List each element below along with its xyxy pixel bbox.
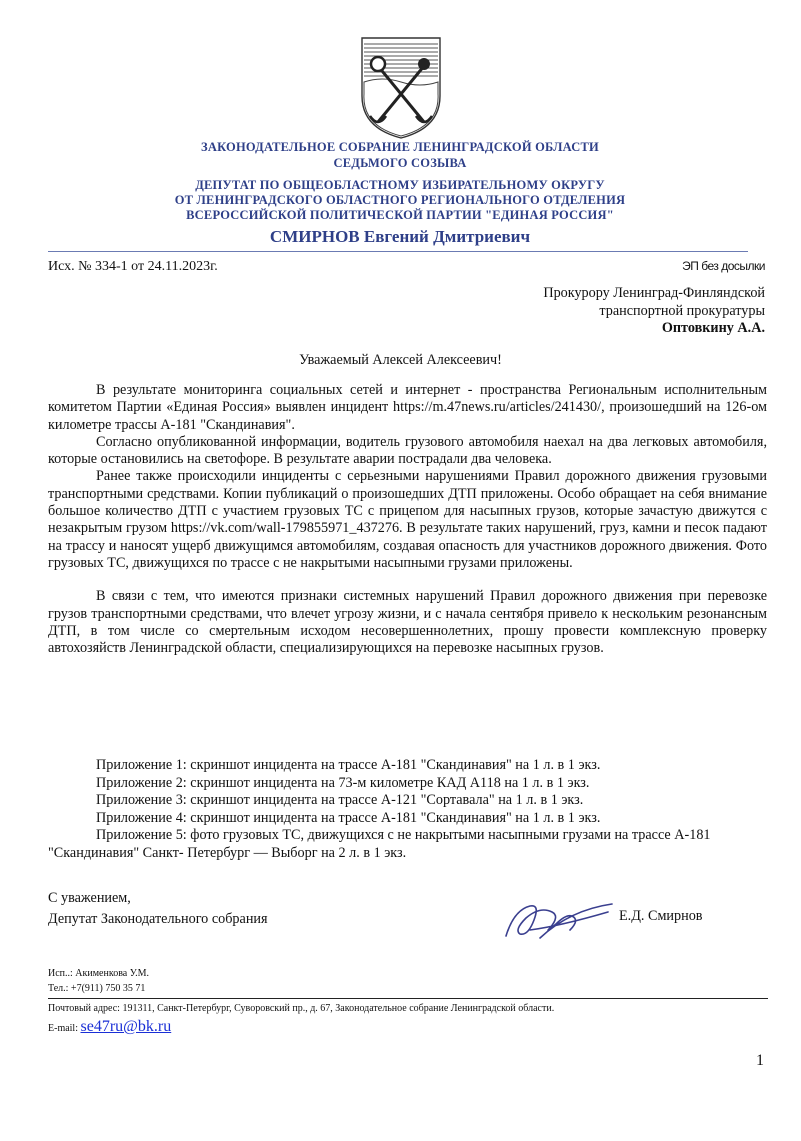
coat-of-arms-icon <box>360 36 442 140</box>
email-label: E-mail: <box>48 1023 78 1034</box>
executor-phone: Тел.: +7(911) 750 35 71 <box>48 983 146 994</box>
header-party: ВСЕРОССИЙСКОЙ ПОЛИТИЧЕСКОЙ ПАРТИИ "ЕДИНАЯ РОССИЯ" <box>186 208 614 222</box>
closing-block <box>48 888 268 930</box>
header-regional-branch: ОТ ЛЕНИНГРАДСКОГО ОБЛАСТНОГО РЕГИОНАЛЬНОГО ОТДЕЛЕНИЯ <box>174 193 626 207</box>
header-convocation: СЕДЬМОГО СОЗЫВА <box>333 156 467 170</box>
email-line <box>48 1018 171 1036</box>
postal-address-value: 191311, Санкт-Петербург, Суворовский пр., д. 67, Законодательное собрание Ленинградской области. <box>122 1003 555 1014</box>
attachments-list <box>48 757 767 862</box>
attachment-item: Приложение 4: скриншот инцидента на трассе А-181 "Скандинавия" на 1 л. в 1 экз. <box>96 809 601 826</box>
header-deputy-name: СМИРНОВ Евгений Дмитриевич <box>269 227 531 246</box>
addressee-line: транспортной прокуратуры <box>599 302 765 319</box>
attachment-item: Приложение 5: фото грузовых ТС, движущихся с не накрытыми насыпными грузами на трассе А-181 "Скандинавия" Санкт- Петербург — Выборг на 2 л. в 1 экз. <box>48 827 711 861</box>
closing-regards: С уважением, <box>48 890 131 906</box>
no-forward-mark: ЭП без досылки <box>682 259 765 273</box>
outgoing-number: Исх. № 334-1 от 24.11.2023г. <box>48 259 218 274</box>
greeting: Уважаемый Алексей Алексеевич! <box>299 352 502 368</box>
postal-address-label: Почтовый адрес: <box>48 1003 120 1014</box>
header-deputy-district: ДЕПУТАТ ПО ОБЩЕОБЛАСТНОМУ ИЗБИРАТЕЛЬНОМУ ОКРУГУ <box>195 178 605 192</box>
attachment-item: Приложение 1: скриншот инцидента на трассе А-181 "Скандинавия" на 1 л. в 1 экз. <box>96 757 601 773</box>
page-number: 1 <box>756 1052 764 1069</box>
signature-icon <box>500 890 620 944</box>
body-paragraph: Согласно опубликованной информации, водитель грузового автомобиля наехал на два легковых автомобиля, которые остановились на светофоре. В результате аварии пострадали два человека. <box>48 433 767 468</box>
email-link[interactable]: se47ru@bk.ru <box>80 1018 172 1035</box>
attachment-item: Приложение 2: скриншот инцидента на 73-м километре КАД А118 на 1 л. в 1 экз. <box>96 774 590 791</box>
executor-name: Исп..: Акименкова У.М. <box>48 968 150 979</box>
addressee-block <box>543 285 765 338</box>
attachment-item: Приложение 3: скриншот инцидента на трассе А-121 "Сортавала" на 1 л. в 1 экз. <box>96 792 584 808</box>
body-paragraph: В результате мониторинга социальных сетей и интернет - пространства Региональным исполнительным комитетом Партии «Единая Россия» выявлен инцидент https://m.47news.ru/articles/241430/, произошедший на 126-ом километре трассы А-181 "Скандинавия". <box>48 382 767 433</box>
addressee-line: Прокурору Ленинград-Финляндской <box>543 285 765 301</box>
body-paragraph: В связи с тем, что имеются признаки системных нарушений Правил дорожного движения при перевозке грузов транспортными средствами, что влечет угрозу жизни, и с начала сентября привело к нескольким резонансным ДТП, в том числе со смертельным исходом несовершеннолетних, прошу провести комплексную проверку автохозяйств Ленинградской области, специализирующихся на перевозке насыпных грузов. <box>48 588 767 657</box>
letter-body <box>48 382 767 657</box>
postal-address <box>48 1003 554 1014</box>
body-paragraph: Ранее также происходили инциденты с серьезными нарушениями Правил дорожного движения грузовыми транспортными средствами. Копии публикаций о произошедших ДТП приложены. Особо обращает на себя внимание большое количество ДТП с участием грузовых ТС с прицепом для насыпных грузов, которые зачастую движутся с незакрытым грузом https://vk.com/wall-179855971_437276. В результате таких нарушений, груз, камни и песок падают на трассу и наносят ущерб движущимся автомобилям, создавая опасность для участников дорожного движения. Фото грузовых ТС, движущихся по трассе с не накрытыми насыпными грузами приложены. <box>48 468 767 571</box>
header-assembly: ЗАКОНОДАТЕЛЬНОЕ СОБРАНИЕ ЛЕНИНГРАДСКОЙ ОБЛАСТИ <box>201 140 599 154</box>
closing-position: Депутат Законодательного собрания <box>48 911 268 927</box>
signer-name: Е.Д. Смирнов <box>619 908 703 924</box>
header-divider <box>48 251 748 252</box>
footer-divider <box>48 998 768 999</box>
addressee-name: Оптовкину А.А. <box>661 320 765 336</box>
